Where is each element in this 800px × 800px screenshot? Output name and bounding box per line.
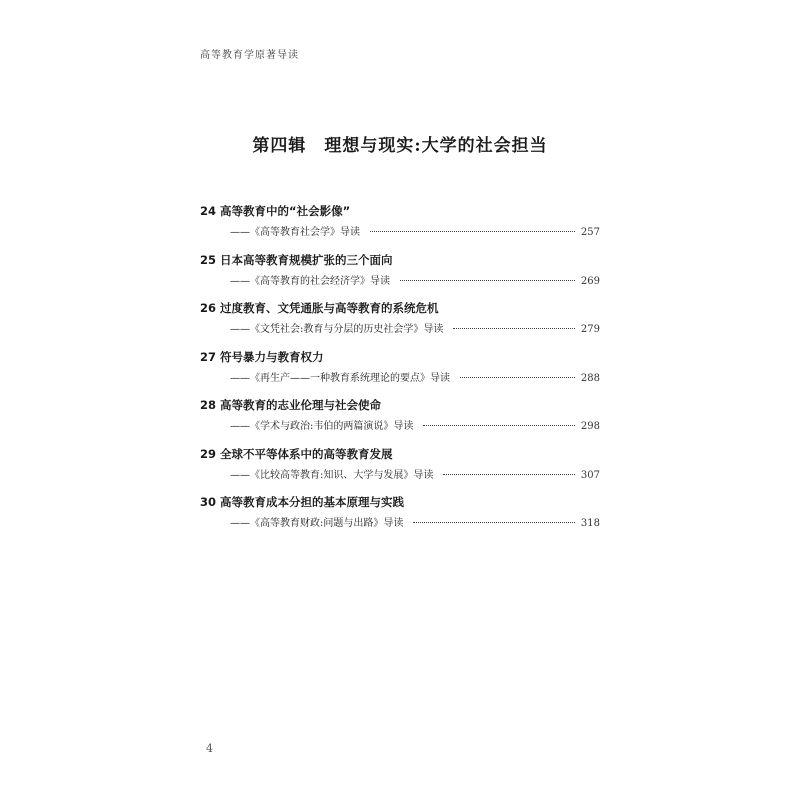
page-number: 4 (206, 742, 213, 755)
toc-entry-page: 298 (580, 421, 600, 432)
toc-entry-page: 307 (580, 469, 600, 481)
dot-leader (370, 231, 575, 232)
toc-entry-title (200, 297, 600, 319)
toc-entry-24[interactable] (200, 200, 600, 249)
toc-entry-page: 318 (580, 518, 600, 529)
toc-entry-page: 288 (580, 372, 600, 384)
toc-entry-subtitle-row (200, 416, 600, 438)
toc-entry-title-text: 过度教育、文凭通胀与高等教育的系统危机 (220, 301, 439, 315)
toc-entry-subtitle: ——《高等教育社会学》导读 (230, 227, 360, 238)
toc-entry-subtitle-row (200, 368, 600, 390)
toc-entry-title-text: 符号暴力与教育权力 (220, 349, 324, 364)
section-label: 第四辑 (252, 136, 307, 156)
toc-entry-subtitle: ——《比较高等教育:知识、大学与发展》导读 (230, 469, 434, 481)
toc-entry-title-text: 全球不平等体系中的高等教育发展 (220, 446, 393, 461)
toc-entry-title (200, 394, 600, 416)
dot-leader (400, 280, 575, 281)
toc-entry-title-text: 高等教育成本分担的基本原理与实践 (220, 495, 405, 509)
toc-entry-title (200, 491, 600, 513)
toc-entry-page: 269 (580, 275, 600, 287)
toc-entry-page: 257 (580, 227, 600, 238)
toc-entry-subtitle: ——《学术与政治:韦伯的两篇演说》导读 (230, 421, 414, 432)
toc-entry-subtitle: ——《再生产——一种教育系统理论的要点》导读 (230, 372, 450, 384)
toc-entry-subtitle-row (200, 319, 600, 341)
running-header: 高等教育学原著导读 (200, 50, 299, 61)
toc-entry-title (200, 249, 600, 271)
toc-entry-title-text: 日本高等教育规模扩张的三个面向 (220, 252, 393, 267)
table-of-contents (200, 200, 600, 540)
dot-leader (443, 474, 575, 475)
toc-entry-27[interactable] (200, 346, 600, 395)
toc-entry-number: 27 (200, 349, 217, 364)
toc-entry-subtitle: ——《文凭社会:教育与分层的历史社会学》导读 (230, 324, 444, 335)
toc-entry-subtitle-row (200, 465, 600, 487)
toc-entry-title-text: 高等教育的志业伦理与社会使命 (220, 398, 382, 412)
toc-entry-28[interactable] (200, 394, 600, 443)
toc-entry-title-text: 高等教育中的“社会影像” (220, 204, 351, 218)
toc-entry-number: 29 (200, 446, 217, 461)
toc-entry-30[interactable] (200, 491, 600, 540)
toc-entry-title (200, 346, 600, 368)
section-title (0, 131, 800, 156)
toc-entry-subtitle: ——《高等教育财政:问题与出路》导读 (230, 518, 404, 529)
toc-entry-number: 25 (200, 252, 217, 267)
toc-entry-subtitle: ——《高等教育的社会经济学》导读 (230, 275, 390, 287)
toc-entry-number: 28 (200, 398, 217, 412)
toc-entry-page: 279 (580, 324, 600, 335)
toc-entry-title (200, 443, 600, 465)
toc-entry-title (200, 200, 600, 222)
dot-leader (453, 328, 575, 329)
toc-entry-29[interactable] (200, 443, 600, 492)
toc-entry-number: 24 (200, 204, 217, 218)
toc-entry-subtitle-row (200, 271, 600, 293)
toc-entry-number: 26 (200, 301, 217, 315)
section-heading: 理想与现实:大学的社会担当 (324, 136, 548, 156)
toc-entry-25[interactable] (200, 249, 600, 298)
toc-entry-number: 30 (200, 495, 217, 509)
dot-leader (423, 425, 575, 426)
toc-entry-26[interactable] (200, 297, 600, 346)
dot-leader (413, 522, 575, 523)
toc-entry-subtitle-row (200, 513, 600, 535)
dot-leader (460, 377, 575, 378)
toc-entry-subtitle-row (200, 222, 600, 244)
